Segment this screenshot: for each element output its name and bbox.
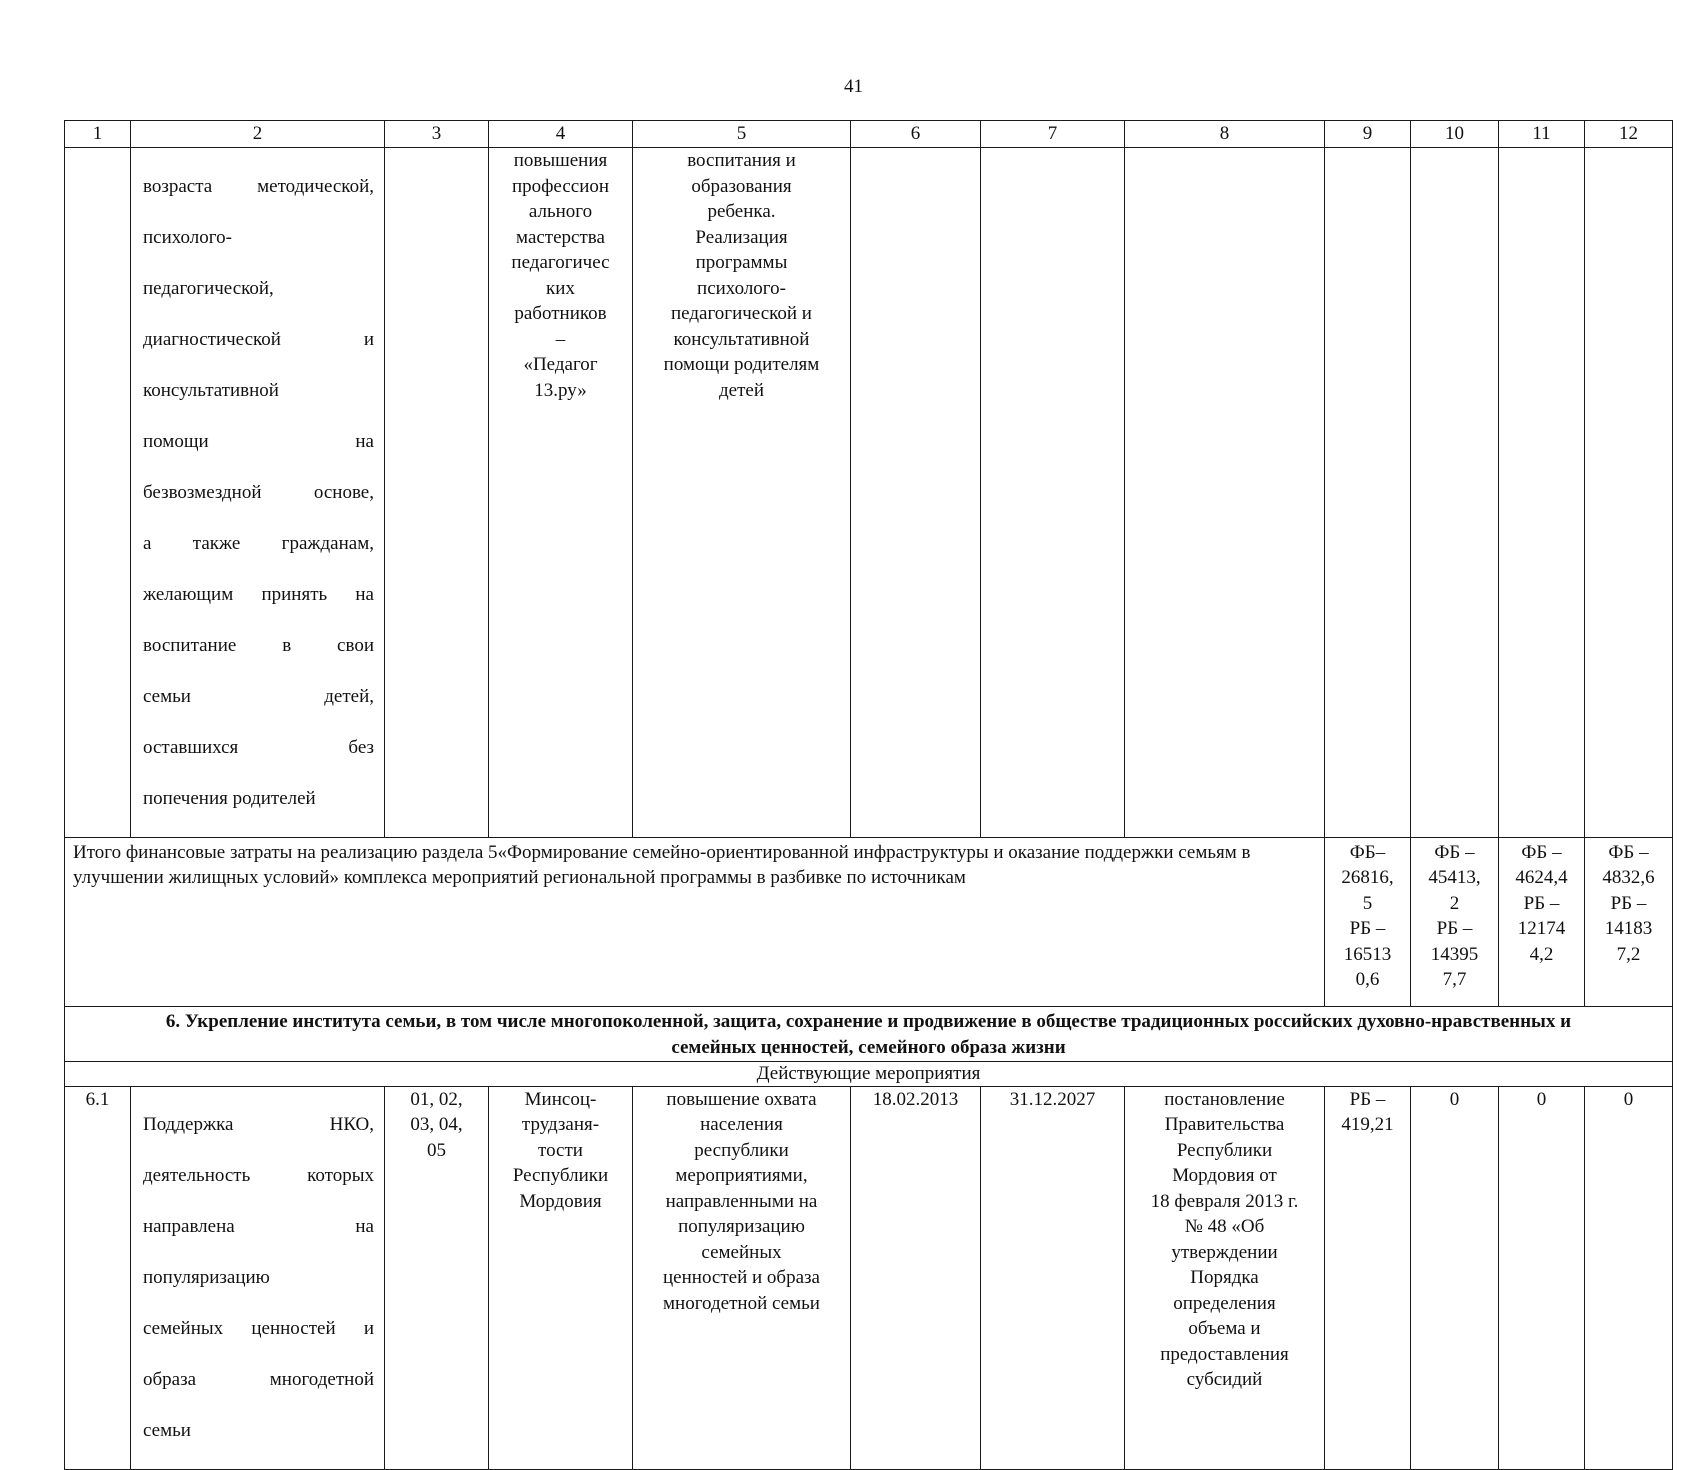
col-header-7: 7 (981, 121, 1125, 148)
cont-col2-line: безвозмездной основе, (143, 481, 374, 503)
col-header-6: 6 (851, 121, 981, 148)
col-header-9: 9 (1325, 121, 1411, 148)
item-desc-line: деятельность которых (143, 1165, 374, 1186)
continuation-row (65, 148, 1673, 838)
cont-col4-result: повышения профессион ального мастерства педагогичес ких работников – «Педагог 13.ру» (489, 148, 633, 838)
item-desc-line: образа многодетной (143, 1369, 374, 1390)
section-title: 6. Укрепление института семьи, в том числе многопоколенной, защита, сохранение и продвижение в обществе традиционных российских духовно-нравственных и семейных ценностей, семейного образа жизни (65, 1006, 1673, 1061)
item-result: повышение охвата населения республики мероприятиями, направленными на популяризацию семейных ценностей и образа многодетной семьи (633, 1086, 851, 1470)
cont-col12 (1585, 148, 1673, 838)
cont-col8 (1125, 148, 1325, 838)
item-start-date: 18.02.2013 (851, 1086, 981, 1470)
item-description (131, 1086, 385, 1470)
total-col12: ФБ – 4832,6 РБ – 14183 7,2 (1585, 837, 1673, 1006)
item-end-date: 31.12.2027 (981, 1086, 1125, 1470)
cont-col7 (981, 148, 1125, 838)
total-label: Итого финансовые затраты на реализацию раздела 5«Формирование семейно-ориентированной инфраструктуры и оказание поддержки семьям в улучшении жилищных условий» комплекса мероприятий региональной программы в разбивке по источникам (65, 837, 1325, 1006)
cont-col2-line: семьи детей, (143, 685, 374, 707)
item-desc-line: семьи (143, 1420, 191, 1441)
cont-col2-line: консультативной (143, 379, 279, 401)
cont-col2-line: педагогической, (143, 277, 274, 299)
cont-col2-line: помощи на (143, 430, 374, 452)
item-legal-basis: постановление Правительства Республики Мордовия от 18 февраля 2013 г. № 48 «Об утверждении Порядка определения объема и предоставления субсидий (1125, 1086, 1325, 1470)
section-subtitle-row (65, 1061, 1673, 1086)
item-desc-line: популяризацию (143, 1267, 270, 1288)
item-col10: 0 (1411, 1086, 1499, 1470)
item-col11: 0 (1499, 1086, 1585, 1470)
cont-col2-description (131, 148, 385, 838)
cont-col2-line: возраста методической, (143, 175, 374, 197)
item-desc-line: Поддержка НКО, (143, 1114, 374, 1135)
item-desc-line: семейных ценностей и (143, 1318, 374, 1339)
cont-col5-effect: воспитания и образования ребенка. Реализация программы психолого- педагогической и консультативной помощи родителям детей (633, 148, 851, 838)
total-row (65, 837, 1673, 1006)
cont-col9 (1325, 148, 1411, 838)
cont-col2-line: попечения родителей (143, 787, 316, 809)
page-number: 41 (844, 76, 863, 97)
section-subtitle: Действующие мероприятия (65, 1061, 1673, 1086)
col-header-11: 11 (1499, 121, 1585, 148)
cont-col6 (851, 148, 981, 838)
cont-col2-line: желающим принять на (143, 583, 374, 605)
cont-col2-line: психолого- (143, 226, 232, 248)
item-codes: 01, 02, 03, 04, 05 (385, 1086, 489, 1470)
item-col12: 0 (1585, 1086, 1673, 1470)
item-number: 6.1 (65, 1086, 131, 1470)
col-header-1: 1 (65, 121, 131, 148)
cont-col2-line: воспитание в свои (143, 634, 374, 656)
col-header-4: 4 (489, 121, 633, 148)
table-row-6-1 (65, 1086, 1673, 1470)
section-title-row (65, 1006, 1673, 1061)
col-header-12: 12 (1585, 121, 1673, 148)
cont-col2-line: диагностической и (143, 328, 374, 350)
cont-col10 (1411, 148, 1499, 838)
cont-col2-line: а также гражданам, (143, 532, 374, 554)
item-executor: Минсоц- трудзаня- тости Республики Мордовия (489, 1086, 633, 1470)
total-col11: ФБ – 4624,4 РБ – 12174 4,2 (1499, 837, 1585, 1006)
cont-col11 (1499, 148, 1585, 838)
total-col10: ФБ – 45413, 2 РБ – 14395 7,7 (1411, 837, 1499, 1006)
col-header-8: 8 (1125, 121, 1325, 148)
col-header-2: 2 (131, 121, 385, 148)
column-number-row (65, 121, 1673, 148)
total-col9: ФБ– 26816, 5 РБ – 16513 0,6 (1325, 837, 1411, 1006)
col-header-10: 10 (1411, 121, 1499, 148)
col-header-5: 5 (633, 121, 851, 148)
cont-col1 (65, 148, 131, 838)
cont-col3 (385, 148, 489, 838)
item-col9: РБ – 419,21 (1325, 1086, 1411, 1470)
cont-col2-line: оставшихся без (143, 736, 374, 758)
item-desc-line: направлена на (143, 1216, 374, 1237)
col-header-3: 3 (385, 121, 489, 148)
program-table (64, 120, 1673, 1470)
